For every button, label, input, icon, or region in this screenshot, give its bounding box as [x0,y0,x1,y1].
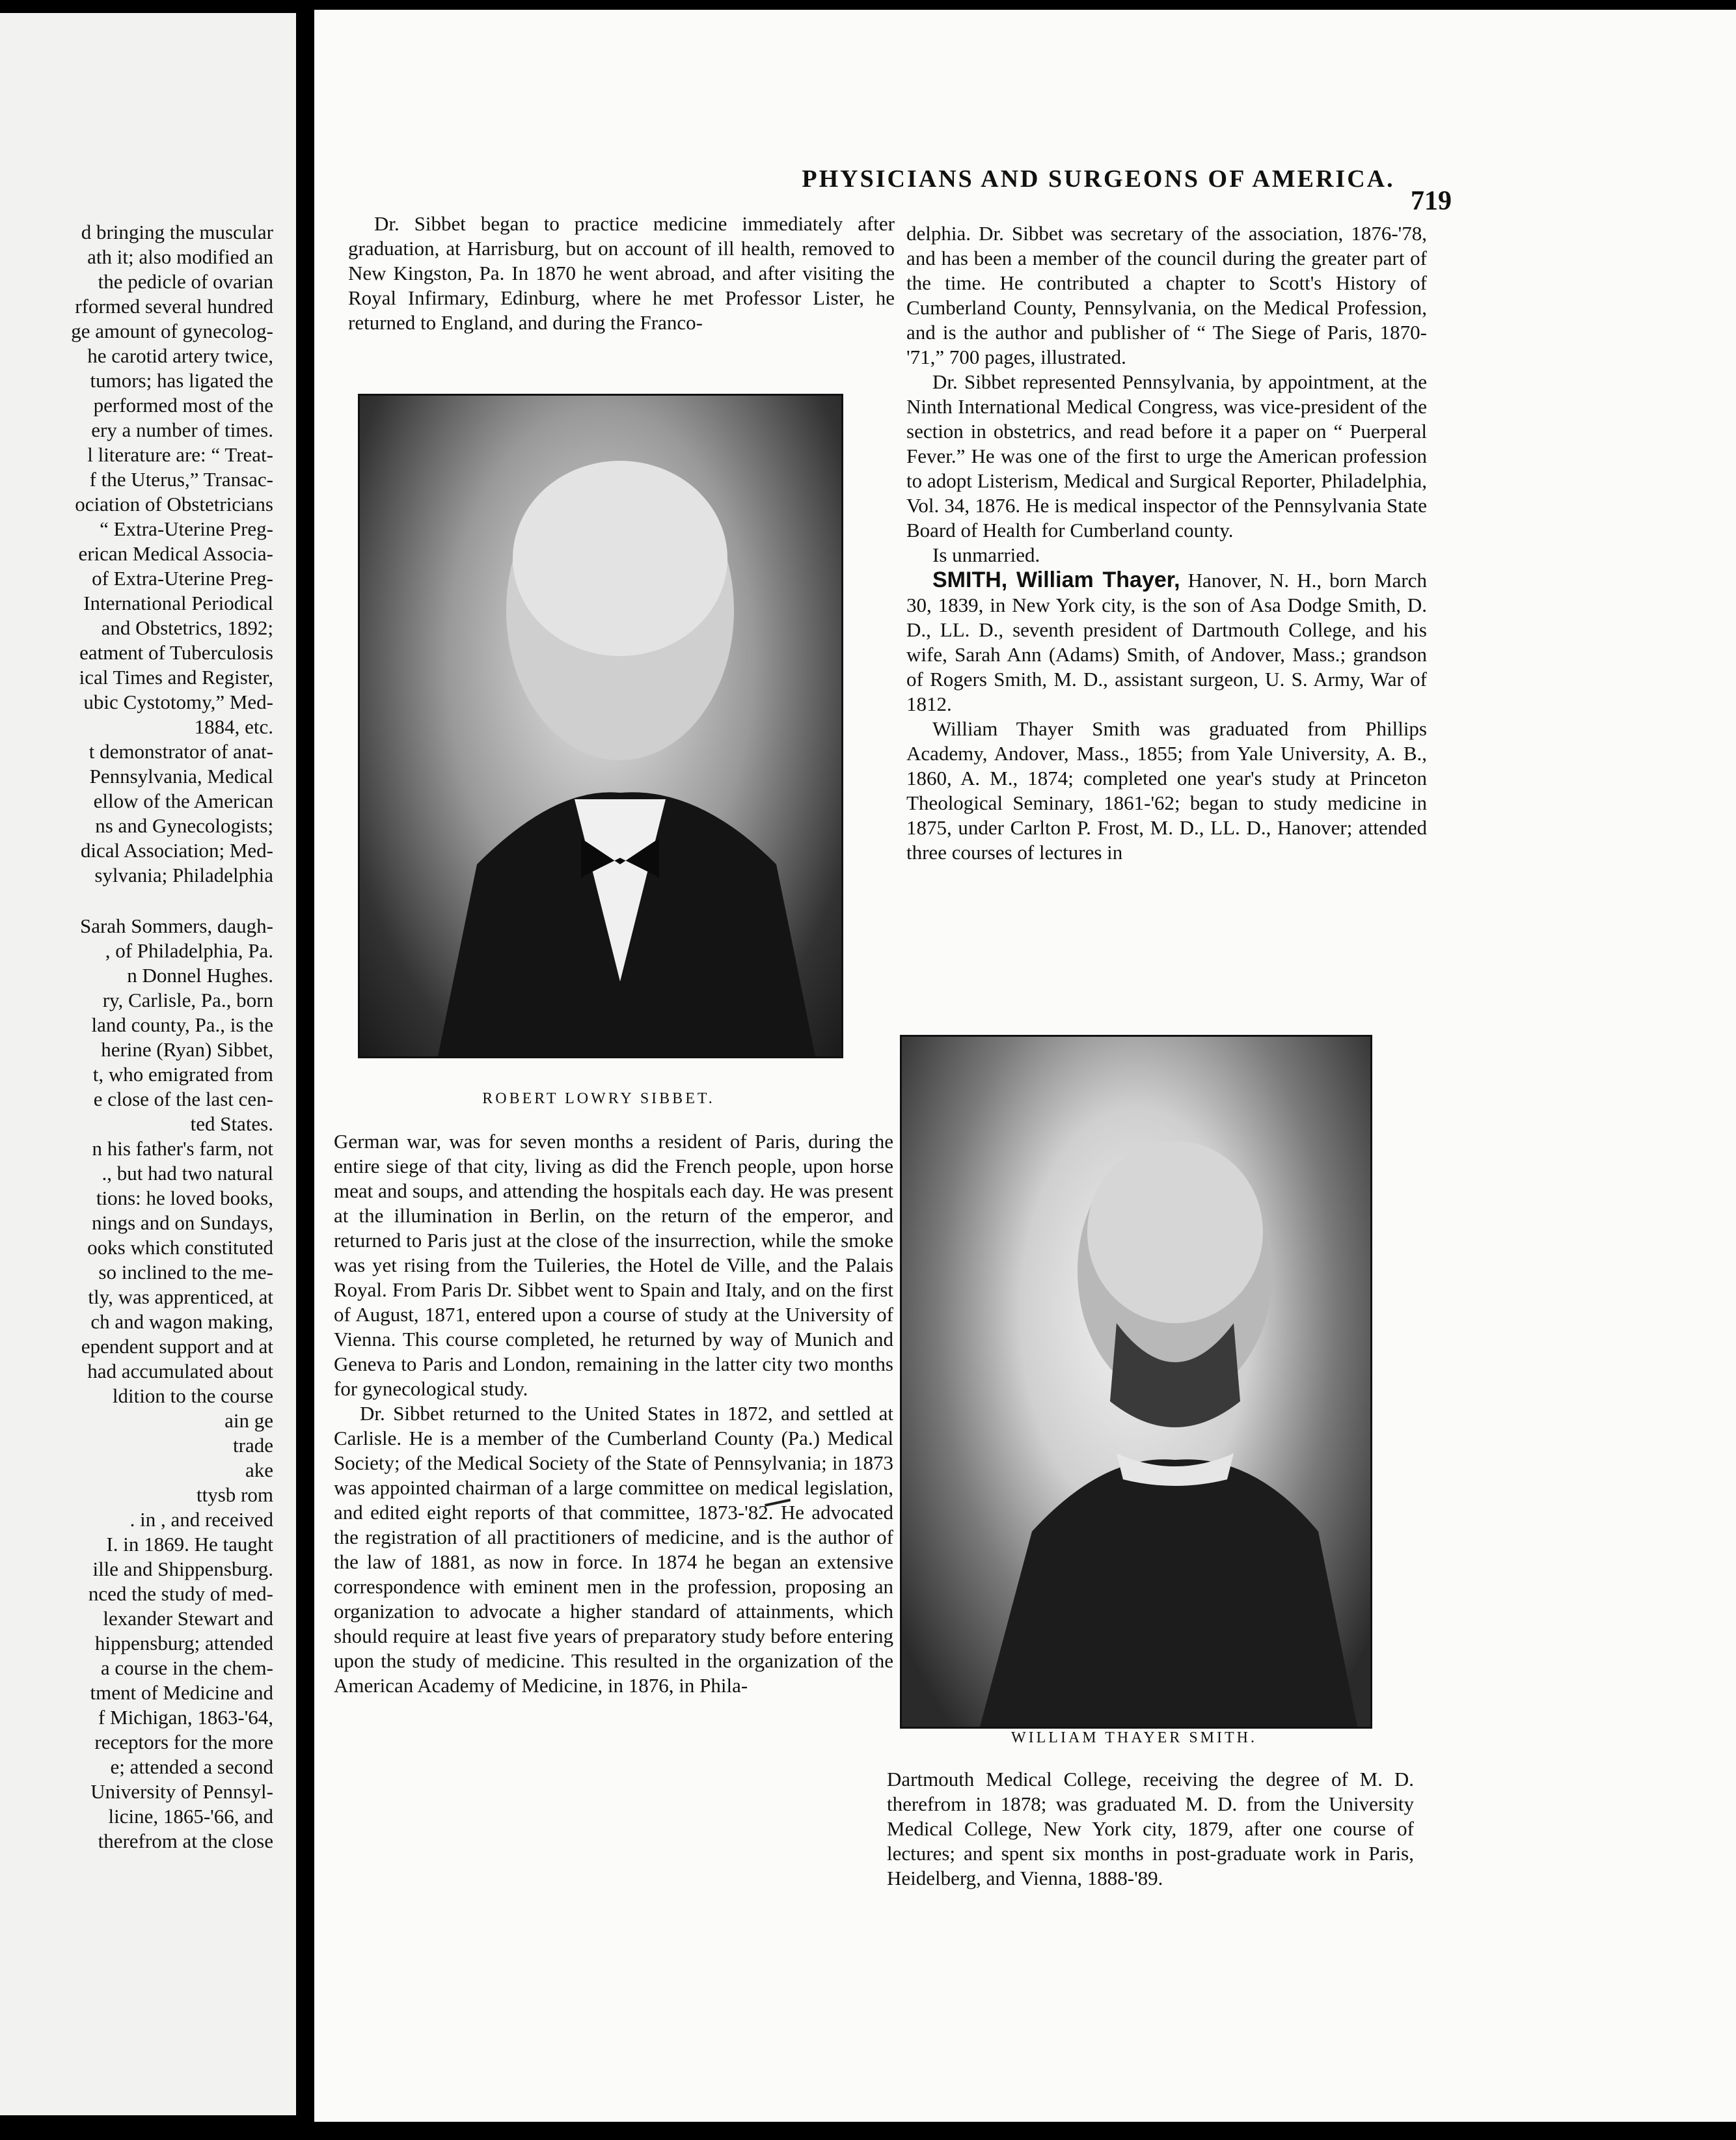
left-page-line: ., but had two natural [102,1162,273,1185]
left-page-line: performed most of the [93,394,273,417]
left-page-line: receptors for the more [94,1731,273,1753]
left-page-line: . in , and received [129,1508,273,1531]
left-page-fragment [0,13,296,2115]
left-page-line: ellow of the American [93,789,273,812]
left-page-line: I. in 1869. He taught [106,1533,273,1556]
paragraph: Is unmarried. [932,543,1040,566]
paragraph: Dr. Sibbet began to practice medicine immediately after graduation, at Harrisburg, but on account of ill health, removed to New Kingston, Pa. In 1870 he went abroad, and after visiting the Royal Infirmary, Edinburg, where he met Professor Lister, he returned to England, and during the Franco- [348,212,895,334]
left-page-line: and Obstetrics, 1892; [101,616,273,639]
left-page-line: ch and wagon making, [90,1310,273,1333]
column-left-bottom [334,1129,893,1698]
left-page-line: ted States. [190,1112,273,1135]
left-page-line: ille and Shippensburg. [92,1557,273,1580]
paragraph: Dartmouth Medical College, receiving the degree of M. D. therefrom in 1878; was graduated M. D. from the University Medical College, New York city, 1879, after one course of lectures; and spent six months in post-graduate work in Paris, Heidelberg, and Vienna, 1888-'89. [887,1768,1414,1889]
left-page-line: ath it; also modified an [87,245,273,268]
left-page-line: so inclined to the me- [98,1261,273,1283]
left-page-line [0,888,273,914]
left-page-line: nced the study of med- [88,1582,273,1605]
left-page-line: ery a number of times. [91,418,273,441]
left-page-line: ical Times and Register, [79,666,273,689]
column-right-bottom [887,1767,1414,1891]
column-left-top [348,212,895,335]
left-page-line: of Extra-Uterine Preg- [92,567,273,590]
left-page-line: trade [233,1434,273,1457]
column-right-top [906,221,1427,865]
portrait-william-thayer-smith [900,1035,1372,1729]
portrait-caption: WILLIAM THAYER SMITH. [1011,1729,1257,1746]
left-page-line: ake [245,1459,273,1481]
portrait-figure-icon [360,396,841,1056]
paragraph: delphia. Dr. Sibbet was secretary of the association, 1876-'78, and has been a member of the council during the greater part of the time. He contributed a chapter to Scott's History of Cumberland County, Pennsylvania, on the Medical Profession, and is the author and publisher of “ The Siege of Paris, 1870-'71,” 700 pages, illustrated. [906,222,1427,368]
page-gutter [296,0,316,2140]
left-page-line: dical Association; Med- [80,839,273,862]
paragraph: William Thayer Smith was graduated from Phillips Academy, Andover, Mass., 1855; from Yale University, A. B., 1860, A. M., 1874; completed one year's study at Princeton Theological Seminary, 1861-'62; began to study medicine in 1875, under Carlton P. Frost, M. D., LL. D., Hanover; attended three courses of lectures in [906,717,1427,864]
left-page-line: rformed several hundred [75,295,273,318]
left-page-line: tumors; has ligated the [90,369,273,392]
left-page-line: lexander Stewart and [103,1607,273,1630]
left-page-line: herine (Ryan) Sibbet, [101,1038,273,1061]
left-page-line: had accumulated about [87,1360,273,1382]
left-page-line: t, who emigrated from [92,1063,273,1086]
left-page-line: n Donnel Hughes. [127,964,273,987]
left-page-line: ldition to the course [112,1384,273,1407]
paragraph: German war, was for seven months a resident of Paris, during the entire siege of that city, living as did the French people, upon horse meat and soups, and attending the hospitals each day. He was present at the illumination in Berlin, on the return of the emperor, and returned to Paris just at the close of the insurrection, while the smoke was yet rising from the Tuileries, the Hotel de Ville, and the Palais Royal. From Paris Dr. Sibbet went to Spain and Italy, and on the first of August, 1871, entered upon a course of study at the University of Vienna. This course completed, he returned by way of Munich and Geneva to Paris and London, remaining in the latter city two months for gynecological study. [334,1130,893,1400]
left-page-line: sylvania; Philadelphia [94,864,273,886]
left-page-line: erican Medical Associa- [78,542,273,565]
left-page-line: ependent support and at [81,1335,273,1358]
left-page-line: f Michigan, 1863-'64, [98,1706,273,1729]
left-page-line: ociation of Obstetricians [75,493,273,515]
left-page-line: a course in the chem- [100,1656,273,1679]
left-page-line: Pennsylvania, Medical [89,765,273,788]
left-page-line: ns and Gynecologists; [95,814,273,837]
left-page-line: e close of the last cen- [93,1088,273,1110]
left-page-line: e; attended a second [110,1755,273,1778]
paragraph [906,568,1427,717]
page-number: 719 [1411,186,1452,216]
left-page-line: l literature are: “ Treat- [87,443,273,466]
entry-name: SMITH, William Thayer, [932,568,1180,592]
running-head: PHYSICIANS AND SURGEONS OF AMERICA. [802,165,1395,193]
left-page-line: , of Philadelphia, Pa. [105,939,273,962]
paragraph: Dr. Sibbet represented Pennsylvania, by appointment, at the Ninth International Medical Congress, was vice-president of the section in obstetrics, and read before it a paper on “ Puerperal Fever.” He was one of the first to urge the American profession to adopt Listerism, Medical and Surgical Reporter, Philadelphia, Vol. 34, 1876. He is medical inspector of the Pennsylvania State Board of Health for Cumberland county. [906,370,1427,542]
paragraph: Dr. Sibbet returned to the United States in 1872, and settled at Carlisle. He is a member of the Cumberland County (Pa.) Medical Society; of the Medical Society of the State of Pennsylvania; in 1873 was appointed chairman of a large committee on medical legislation, and edited eight reports of that committee, 1873-'82. He advocated the registration of all practitioners of medicine, and is the author of the law of 1881, as now in force. In 1874 he began an extensive correspondence with eminent men in the profession, proposing an organization to advocate a higher standard of attainments, which should require at least five years of preparatory study before entering upon the study of medicine. This resulted in the organization of the American Academy of Medicine, in 1876, in Phila- [334,1402,893,1697]
left-page-line: University of Pennsyl- [90,1780,273,1803]
left-page-line: the pedicle of ovarian [98,270,273,293]
left-page-line: f the Uterus,” Transac- [89,468,273,491]
right-page [314,10,1736,2122]
left-page-line: ry, Carlisle, Pa., born [102,989,273,1011]
left-page-line: International Periodical [83,592,273,614]
left-page-line: n his father's farm, not [92,1137,273,1160]
left-page-line: tions: he loved books, [96,1187,273,1209]
entry-text: Hanover, N. H., born March 30, 1839, in New York city, is the son of Asa Dodge Smith, D. D., LL. D., seventh president of Dartmouth College, and his wife, Sarah Ann (Adams) Smith, of Andover, Mass.; grandson of Rogers Smith, M. D., assistant surgeon, U. S. Army, War of 1812. [906,569,1427,715]
left-page-line: hippensburg; attended [94,1632,273,1654]
left-page-line: tment of Medicine and [90,1681,273,1704]
left-page-line: d bringing the muscular [81,221,273,243]
left-page-line: ge amount of gynecolog- [71,320,273,342]
left-page-lines [0,220,273,1854]
left-page-line: t demonstrator of anat- [88,740,273,763]
left-page-line: 1884, etc. [194,715,273,738]
left-page-line: he carotid artery twice, [87,344,273,367]
left-page-line: ooks which constituted [87,1236,273,1259]
left-page-line: nings and on Sundays, [92,1211,273,1234]
left-page-line: licine, 1865-'66, and [108,1805,273,1828]
left-page-line: ttysb rom [197,1483,273,1506]
left-page-line: ubic Cystotomy,” Med- [83,691,273,713]
left-page-line: land county, Pa., is the [91,1013,273,1036]
portrait-robert-lowry-sibbet [358,394,843,1058]
left-page-line: therefrom at the close [98,1830,273,1852]
left-page-line: tly, was apprenticed, at [88,1285,273,1308]
left-page-line: “ Extra-Uterine Preg- [100,517,273,540]
left-page-line: Sarah Sommers, daugh- [79,914,273,937]
portrait-caption: ROBERT LOWRY SIBBET. [482,1090,715,1107]
left-page-line: ain ge [224,1409,273,1432]
portrait-figure-icon [902,1037,1370,1727]
left-page-line: eatment of Tuberculosis [79,641,273,664]
